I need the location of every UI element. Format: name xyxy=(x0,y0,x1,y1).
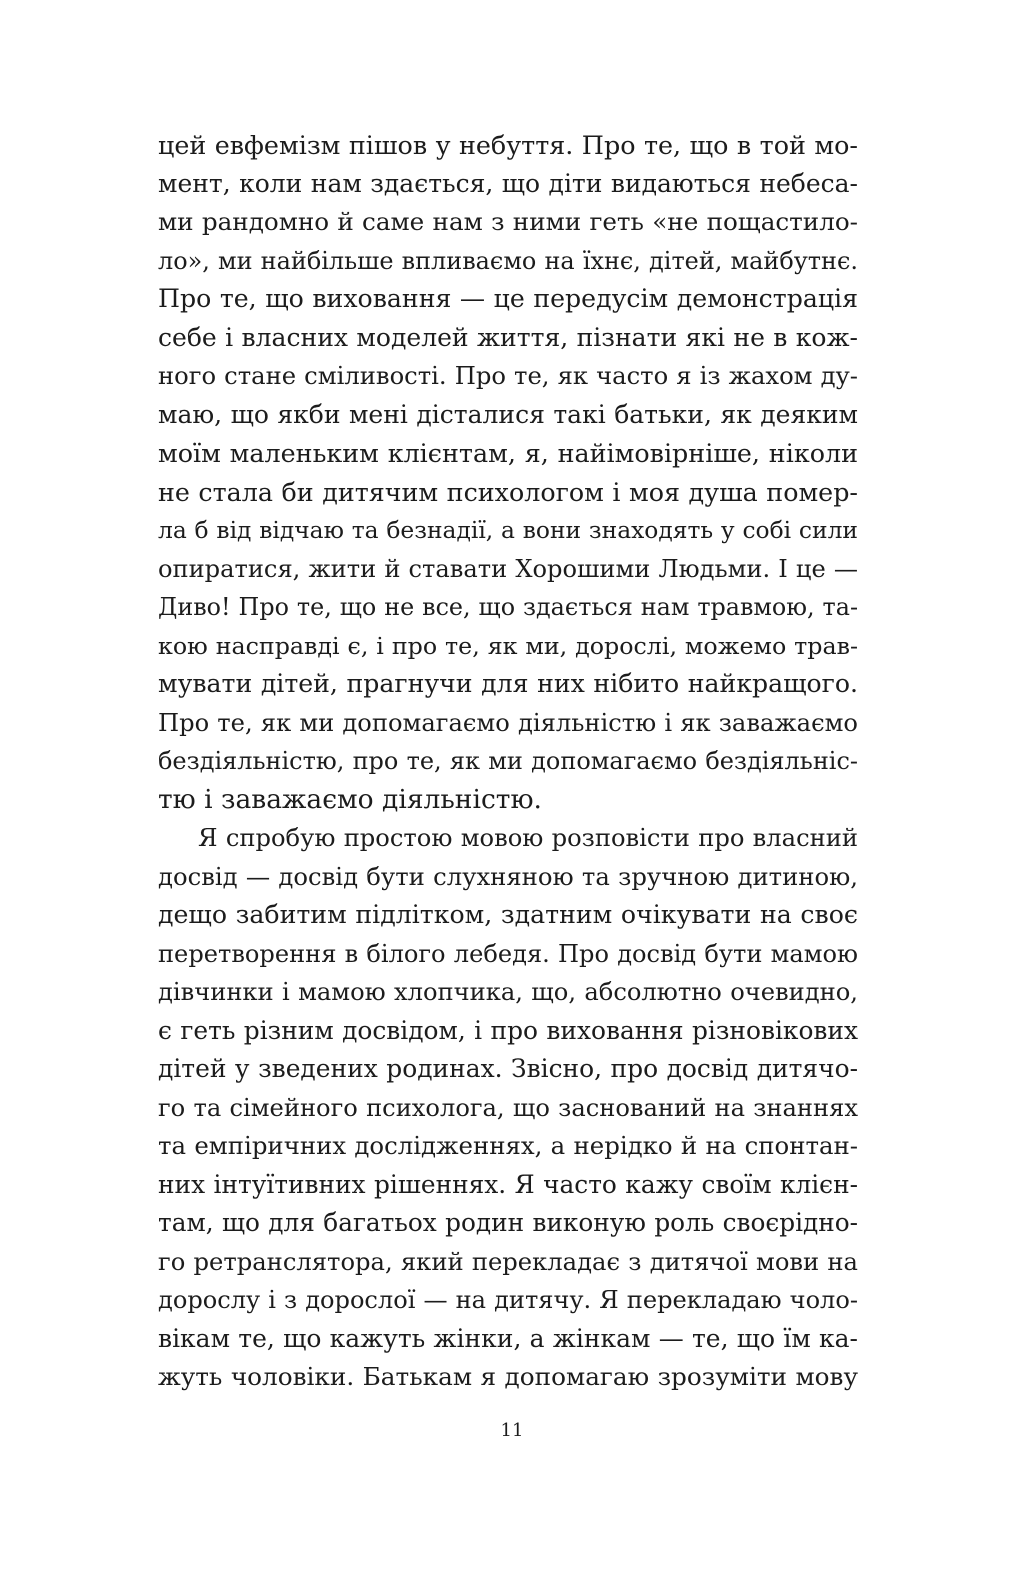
text-line: кою насправді є, і про те, як ми, дорослі, можемо трав- xyxy=(158,631,858,660)
paragraph-1 xyxy=(158,126,858,819)
text-line: перетворення в білого лебедя. Про досвід бути мамою xyxy=(158,939,858,968)
text-line: дітей у зведених родинах. Звісно, про досвід дитячо- xyxy=(158,1054,858,1083)
text-line: мент, коли нам здається, що діти видаються небеса- xyxy=(158,168,858,198)
text-line: них інтуїтивних рішеннях. Я часто кажу своїм клієн- xyxy=(158,1169,858,1199)
text-line: тю і заважаємо діяльністю. xyxy=(158,783,542,815)
text-line: дещо забитим підлітком, здатним очікувати на своє xyxy=(158,900,858,929)
text-line: ло», ми найбільше впливаємо на їхнє, дітей, майбутнє. xyxy=(158,246,858,275)
page-number: 11 xyxy=(500,1420,524,1441)
text-line: дівчинки і мамою хлопчика, що, абсолютно очевидно, xyxy=(158,978,858,1006)
text-line: бездіяльністю, про те, як ми допомагаємо бездіяльніс- xyxy=(158,747,858,775)
text-line: та емпіричних дослідженнях, а нерідко й на спонтан- xyxy=(158,1131,858,1160)
text-line: Диво! Про те, що не все, що здається нам травмою, та- xyxy=(158,593,858,621)
text-line: себе і власних моделей життя, пізнати які не в кож- xyxy=(158,322,858,352)
body-text xyxy=(158,126,858,1397)
text-line: маю, що якби мені дісталися такі батьки, як деяким xyxy=(158,399,858,429)
text-line: досвід — досвід бути слухняною та зручною дитиною, xyxy=(158,861,858,891)
text-line: мувати дітей, прагнучи для них нібито найкращого. xyxy=(158,669,858,698)
text-line: ла б від відчаю та безнадії, а вони знаходять у собі сили xyxy=(158,516,858,544)
text-line: го та сімейного психолога, що заснований на знаннях xyxy=(158,1093,858,1122)
text-line: Про те, що виховання — це передусім демонстрація xyxy=(158,284,858,313)
text-line: не стала би дитячим психологом і моя душа помер- xyxy=(158,476,858,507)
text-line: цей евфемізм пішов у небуття. Про те, що в той мо- xyxy=(158,130,858,160)
text-line: Я спробую простою мовою розповісти про власний xyxy=(198,824,858,852)
text-line: є геть різним досвідом, і про виховання різновікових xyxy=(158,1015,858,1045)
text-line: жуть чоловіки. Батькам я допомагаю зрозуміти мову xyxy=(158,1362,858,1391)
text-line: там, що для багатьох родин виконую роль своєрідно- xyxy=(158,1208,858,1237)
text-line: опиратися, жити й ставати Хорошими Людьми. І це — xyxy=(158,554,858,583)
text-line: моїм маленьким клієнтам, я, найімовірніше, ніколи xyxy=(158,438,858,468)
paragraph-2 xyxy=(158,819,858,1397)
text-line: го ретранслятора, який перекладає з дитячої мови на xyxy=(158,1247,858,1276)
text-line: ми рандомно й саме нам з ними геть «не пощастило- xyxy=(158,207,858,236)
text-line: Про те, як ми допомагаємо діяльністю і як заважаємо xyxy=(158,708,858,737)
text-line: вікам те, що кажуть жінки, а жінкам — те, що їм ка- xyxy=(158,1323,858,1353)
text-line: ного стане сміливості. Про те, як часто я із жахом ду- xyxy=(158,361,858,390)
text-line: дорослу і з дорослої — на дитячу. Я перекладаю чоло- xyxy=(158,1286,858,1314)
